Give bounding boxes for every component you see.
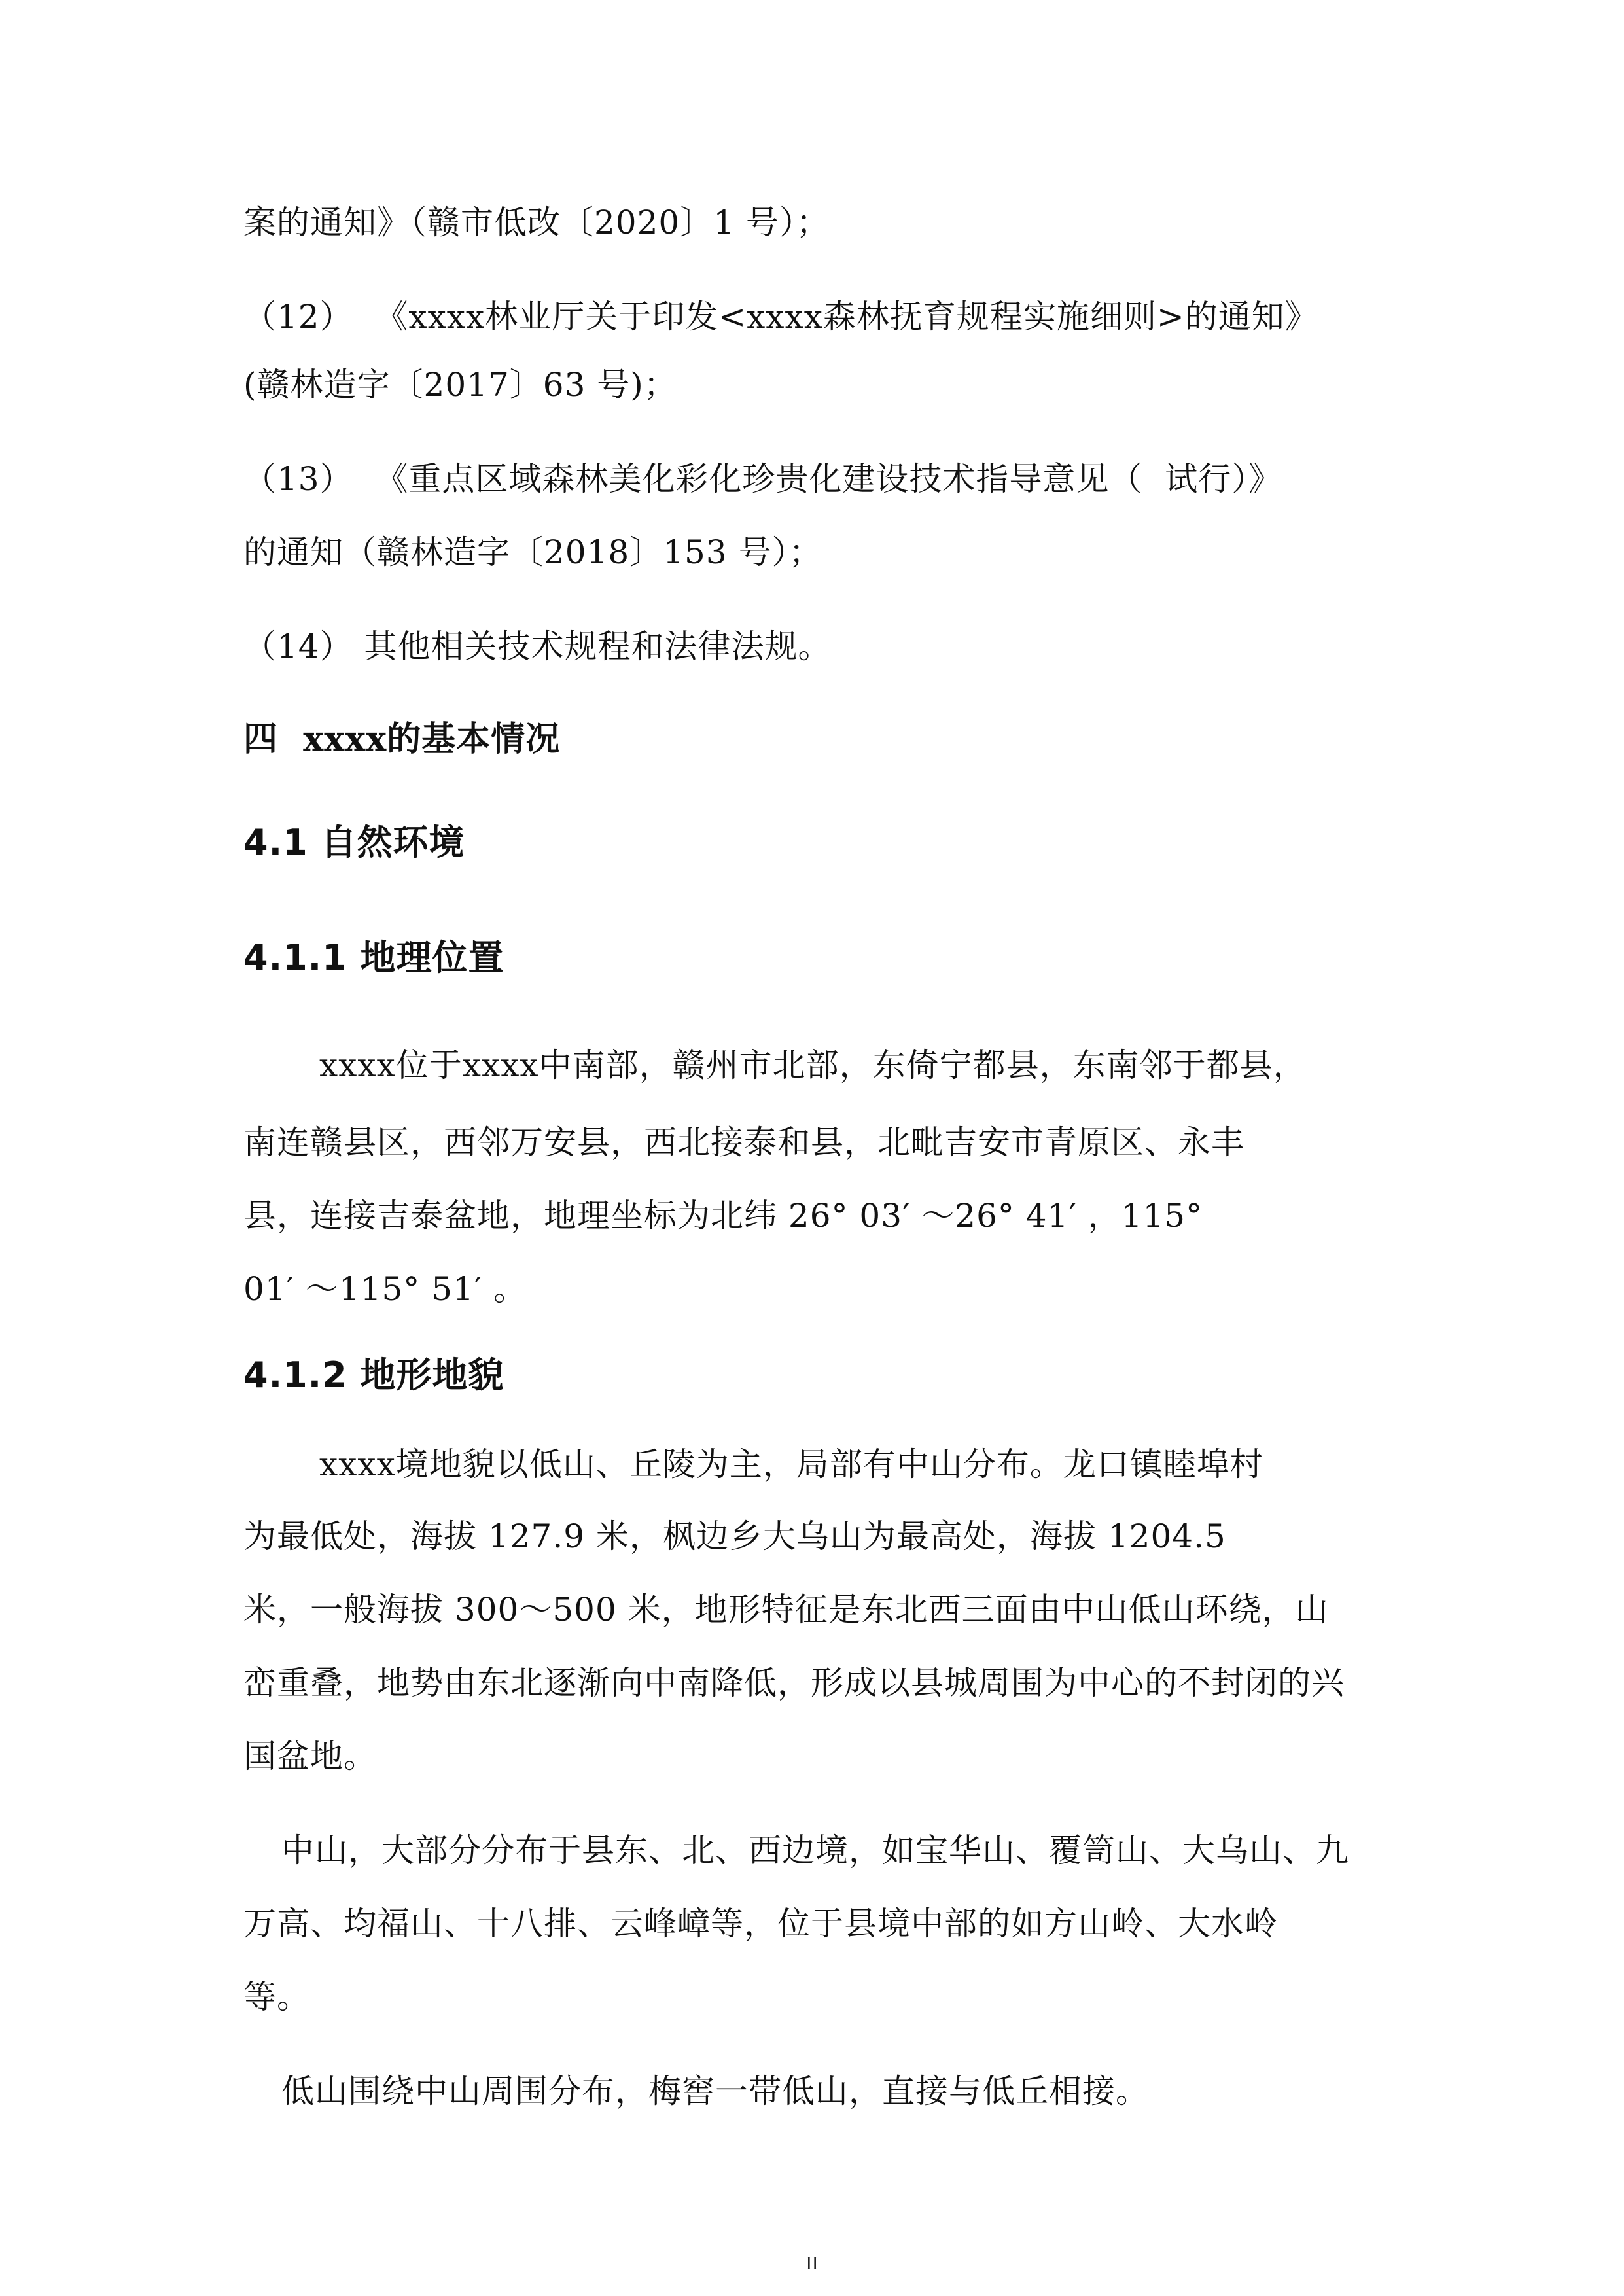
paragraph-item-14: （14） 其他相关技术规程和法律法规。 (243, 627, 832, 665)
terrain-paragraph-line1: xxxx境地貌以低山、丘陵为主，局部有中山分布。龙口镇睦埠村 (319, 1445, 1263, 1483)
paragraph-item-13-line1: （13） 《重点区域森林美化彩化珍贵化建设技术指导意见（ 试行）》 (243, 460, 1282, 498)
location-paragraph-line3: 县，连接吉泰盆地，地理坐标为北纬 26° 03′ ～26° 41′ ，115° (243, 1197, 1203, 1235)
terrain-paragraph-line3: 米，一般海拔 300～500 米，地形特征是东北西三面由中山低山环绕，山 (243, 1591, 1329, 1629)
terrain-paragraph-line5: 国盆地。 (243, 1737, 377, 1775)
middle-mountains-paragraph-line3: 等。 (243, 1978, 310, 2016)
middle-mountains-paragraph-line1: 中山，大部分分布于县东、北、西边境，如宝华山、覆笥山、大乌山、九 (281, 1831, 1349, 1869)
low-mountains-paragraph-line1: 低山围绕中山周围分布，梅窖一带低山，直接与低丘相接。 (281, 2072, 1149, 2110)
section-heading-4-1: 4.1 自然环境 (243, 822, 465, 863)
middle-mountains-paragraph-line2: 万高、均福山、十八排、云峰嶂等，位于县境中部的如方山岭、大水岭 (243, 1905, 1278, 1943)
paragraph-item-12-line1: （12） 《xxxx林业厅关于印发<xxxx森林抚育规程实施细则>的通知》 (243, 298, 1318, 336)
chapter-heading: 四 xxxx的基本情况 (243, 719, 561, 759)
paragraph-item-11-tail: 案的通知》（赣市低改〔2020〕1 号）； (243, 203, 830, 241)
terrain-paragraph-line2: 为最低处，海拔 127.9 米，枫边乡大乌山为最高处，海拔 1204.5 (243, 1517, 1226, 1555)
location-paragraph-line4: 01′ ～115° 51′ 。 (243, 1270, 527, 1308)
subsection-heading-4-1-2: 4.1.2 地形地貌 (243, 1354, 504, 1396)
paragraph-item-13-line2: 的通知（赣林造字〔2018〕153 号）； (243, 533, 822, 571)
location-paragraph-line2: 南连赣县区，西邻万安县，西北接泰和县，北毗吉安市青原区、永丰 (243, 1123, 1244, 1161)
subsection-heading-4-1-1: 4.1.1 地理位置 (243, 937, 504, 978)
page-number: II (805, 2253, 819, 2274)
terrain-paragraph-line4: 峦重叠，地势由东北逐渐向中南降低，形成以县城周围为中心的不封闭的兴 (243, 1664, 1345, 1702)
location-paragraph-line1: xxxx位于xxxx中南部，赣州市北部，东倚宁都县，东南邻于都县， (319, 1046, 1307, 1084)
paragraph-item-12-line2: (赣林造字〔2017〕63 号)； (243, 366, 677, 404)
